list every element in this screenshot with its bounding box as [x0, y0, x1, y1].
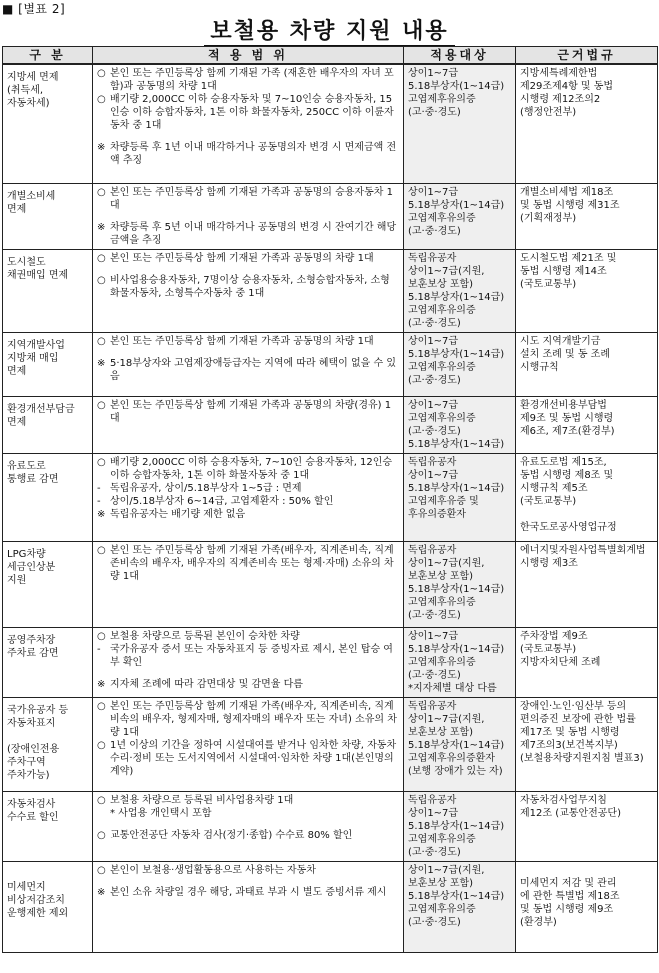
scope-marker: ○ [97, 544, 106, 556]
document-title [0, 14, 659, 45]
target-line: 5.18부상자(1~14급) [408, 739, 505, 751]
target-line: 5.18부상자(1~14급) [408, 890, 505, 902]
row-category [3, 453, 93, 541]
row-scope [93, 249, 404, 332]
table-row [3, 332, 658, 396]
row-target [404, 697, 516, 791]
table-row [3, 791, 658, 861]
row-category [3, 791, 93, 861]
scope-text: 보철용 차량으로 등록된 비사업용차량 1대 [110, 794, 294, 806]
scope-text: * 사업용 개인택시 포함 [110, 807, 212, 819]
target-line: (보행 장애가 있는 자) [408, 765, 503, 777]
category-label: 유료도로 통행료 감면 [7, 460, 59, 485]
target-line: 독립유공자 [408, 252, 457, 264]
scope-item [97, 495, 399, 508]
target-line: 상이1~7급(지원, [408, 713, 485, 725]
scope-text: 본인 또는 주민등록상 함께 기재된 가족(배우자, 직계존비속, 직계비속의 배우자, 형제자매, 형제자매의 배우자 또는 자녀) 소유의 차량 1대 [110, 700, 397, 738]
law-line: 유료도로법 제15조, [520, 456, 607, 468]
law-line: 제7조의3(보건복지부) [520, 739, 618, 751]
row-category [3, 332, 93, 396]
scope-marker: - [97, 495, 101, 507]
scope-marker: ○ [97, 252, 106, 264]
target-line: 후유의증환자 [408, 508, 466, 520]
scope-text: 국가유공자 증서 또는 자동차표지 등 증빙자료 제시, 본인 탑승 여부 확인 [110, 643, 393, 668]
scope-marker: ○ [97, 399, 106, 411]
scope-item [97, 700, 399, 739]
table-row [3, 627, 658, 697]
target-line: 고엽제후유의증 [408, 833, 476, 845]
law-line: (국토교통부) [520, 643, 577, 655]
target-line: 상이1~7급 [408, 399, 459, 411]
scope-item [97, 221, 399, 247]
scope-marker: ○ [97, 274, 106, 286]
scope-text: 본인 또는 주민등록상 함께 기재된 가족과 공동명의 차량 1대 [110, 252, 374, 264]
row-target [404, 627, 516, 697]
law-line: (행정안전부) [520, 107, 577, 118]
scope-marker: ※ [97, 678, 106, 690]
target-line: 상이1~7급 [408, 469, 459, 481]
scope-item [97, 141, 399, 167]
target-line: (고·중·경도) [408, 609, 461, 621]
target-line: 독립유공자 [408, 794, 457, 806]
scope-text: 비사업용승용자동차, 7명이상 승용자동차, 소형승합자동차, 소형화물자동차, 소형특수자동차 중 1대 [110, 274, 390, 299]
row-law [516, 64, 658, 183]
table-row [3, 64, 658, 183]
scope-text: 독립유공자, 상이/5.18부상자 1~5급 : 면제 [110, 482, 302, 494]
target-line: 5.18부상자(1~14급) [408, 199, 505, 211]
scope-item [97, 678, 399, 691]
law-line: 시행령 제3조 [520, 557, 578, 569]
scope-item [97, 886, 399, 899]
row-category [3, 627, 93, 697]
target-line: 5.18부상자(1~14급) [408, 438, 505, 450]
scope-item [97, 630, 399, 643]
law-line: 주차장법 제9조 [520, 630, 588, 642]
target-line: (고·중·경도) [408, 669, 461, 681]
scope-text: 배기량 2,000CC 이하 승용자동차, 7~10인 승용자동차, 12인승 이하 승합자동차, 1톤 이하 화물자동차 중 1대 [110, 456, 393, 481]
law-line: 환경개선비용부담법 [520, 399, 607, 411]
scope-item [97, 643, 399, 669]
category-label: 지역개발사업 지방채 매입 면제 [7, 339, 65, 377]
scope-text: 차량등록 후 5년 이내 매각하거나 공동명의 변경 시 잔여기간 해당금액을 추징 [110, 221, 397, 246]
target-line: 상이1~7급(지원, [408, 265, 485, 277]
category-label: 개별소비세 면제 [7, 190, 56, 215]
category-label: 환경개선부담금 면제 [7, 403, 75, 428]
target-line: 고엽제후유의증 [408, 361, 476, 373]
law-line: (국토교통부) [520, 278, 577, 290]
law-line: 시행규칙 [520, 361, 559, 373]
scope-marker: ○ [97, 700, 106, 712]
law-line: (환경부) [520, 916, 557, 928]
row-scope [93, 64, 404, 183]
row-law [516, 791, 658, 861]
scope-text: 본인 또는 주민등록상 함께 기재된 가족과 공동명의 승용자동차 1대 [110, 186, 393, 211]
scope-text: 본인 또는 주민등록상 함께 기재된 가족 (재혼한 배우자의 자녀 포함)과 공동명의 차량 1대 [110, 68, 394, 92]
scope-item [97, 67, 399, 93]
header-category: 구 분 [3, 47, 93, 65]
table-row [3, 453, 658, 541]
row-target [404, 791, 516, 861]
target-line: 상이1~7급 [408, 807, 459, 819]
document-title-text: 보철용 차량 지원 내용 [204, 19, 454, 47]
scope-text: 본인 또는 주민등록상 함께 기재된 가족과 공동명의 차량(경유) 1대 [110, 399, 392, 424]
target-line: 독립유공자 [408, 700, 457, 712]
law-line: 동법 시행령 제8조 및 [520, 469, 614, 481]
scope-marker [97, 807, 110, 820]
target-line: 상이1~7급 [408, 68, 459, 79]
row-scope [93, 396, 404, 453]
target-line: (고·중·경도) [408, 107, 461, 118]
law-line: (기획재정부) [520, 212, 577, 224]
target-line: 상이1~7급 [408, 186, 459, 198]
row-category [3, 183, 93, 249]
target-line: 고엽제후유의증 [408, 656, 476, 668]
target-line: 상이1~7급(지원, [408, 864, 485, 876]
scope-text: 지자체 조례에 따라 감면대상 및 감면율 다름 [110, 678, 303, 690]
law-line: 장애인·노인·임산부 등의 [520, 700, 627, 712]
row-scope [93, 627, 404, 697]
target-line: 5.18부상자(1~14급) [408, 643, 505, 655]
target-line: 5.18부상자(1~14급) [408, 348, 505, 360]
scope-text: 상이/5.18부상자 6~14급, 고엽제환자 : 50% 할인 [110, 495, 334, 507]
target-line: 5.18부상자(1~14급) [408, 820, 505, 832]
scope-marker: ○ [97, 630, 106, 642]
scope-text: 1년 이상의 기간을 정하여 시설대여를 받거나 임차한 차량, 자동차 수리·정비 또는 도서지역에서 시설대여·임차한 차량 1대(본인명의 계약) [110, 739, 397, 777]
target-line: *지자체별 대상 다름 [408, 682, 497, 694]
scope-marker: ○ [97, 94, 106, 105]
category-label: LPG차량 세금인상분 지원 [7, 548, 56, 586]
row-scope [93, 332, 404, 396]
scope-text: 본인 또는 주민등록상 함께 기재된 가족과 공동명의 차량 1대 [110, 335, 374, 347]
target-line: 보훈보상 포함) [408, 726, 474, 738]
law-line: 제6조, 제7조(환경부) [520, 425, 615, 437]
target-line: 보훈보상 포함) [408, 570, 474, 582]
scope-item [97, 482, 399, 495]
scope-item [97, 544, 399, 583]
scope-item [97, 794, 399, 807]
law-line: 편의증진 보장에 관한 법률 [520, 713, 636, 725]
law-line [520, 508, 653, 521]
target-line: 고엽제후유의증환자 [408, 752, 495, 764]
scope-text: 교통안전공단 자동차 검사(정기·종합) 수수료 80% 할인 [110, 829, 353, 841]
category-label: 자동차검사 수수료 할인 [7, 798, 59, 823]
target-line: 5.18부상자(1~14급) [408, 482, 505, 494]
scope-marker: ○ [97, 829, 106, 841]
scope-text: 본인이 보철용·생업활동용으로 사용하는 자동차 [110, 864, 316, 876]
scope-text: 차량등록 후 1년 이내 매각하거나 공동명의자 변경 시 면제금액 전액 추징 [110, 142, 397, 166]
row-category [3, 249, 93, 332]
target-line: 고엽제후유증 및 [408, 495, 479, 507]
scope-marker: ※ [97, 142, 106, 153]
target-line: 고엽제후유의증 [408, 94, 476, 105]
row-category [3, 697, 93, 791]
row-scope [93, 791, 404, 861]
table-row [3, 697, 658, 791]
scope-marker: - [97, 643, 101, 655]
category-label: 지방세 면제 (취득세, 자동차세) [7, 72, 59, 109]
annex-tag: ■ [별표 2] [2, 2, 66, 16]
row-law [516, 332, 658, 396]
law-line: 시행령 제12조의2 [520, 94, 601, 105]
law-line: 에 관한 특별법 제18조 [520, 890, 620, 902]
target-line: 상이1~7급(지원, [408, 557, 485, 569]
target-line: (고·중·경도) [408, 225, 461, 237]
target-line: 고엽제후유의증 [408, 903, 476, 915]
scope-item [97, 807, 399, 820]
scope-marker: ※ [97, 886, 106, 898]
table-row [3, 861, 658, 952]
row-law [516, 453, 658, 541]
table-row [3, 541, 658, 627]
target-line: 독립유공자 [408, 456, 457, 468]
scope-item [97, 357, 399, 383]
scope-marker: ○ [97, 864, 106, 876]
scope-marker: ○ [97, 794, 106, 806]
support-table [2, 46, 658, 953]
row-law [516, 249, 658, 332]
header-target: 적용대상 [404, 47, 516, 65]
scope-marker: ※ [97, 508, 106, 520]
row-target [404, 249, 516, 332]
target-line: 상이1~7급 [408, 630, 459, 642]
row-target [404, 541, 516, 627]
scope-item [97, 274, 399, 300]
law-line: 및 동법 시행령 제31조 [520, 199, 620, 211]
target-line: (고·중·경도) [408, 425, 461, 437]
scope-text: 본인 또는 주민등록상 함께 기재된 가족(배우자, 직계존비속, 직계존비속의 배우자, 배우자의 직계존비속 또는 형제·자매) 소유의 차량 1대 [110, 544, 394, 582]
row-target [404, 64, 516, 183]
row-law [516, 627, 658, 697]
scope-text: 독립유공자는 배기량 제한 없음 [110, 508, 246, 520]
law-line: 지방세특례제한법 [520, 68, 598, 79]
law-line: 제29조제4항 및 동법 [520, 81, 614, 92]
row-scope [93, 541, 404, 627]
law-line: 시행규칙 제5조 [520, 482, 588, 494]
table-body [3, 64, 658, 952]
scope-marker: ※ [97, 357, 106, 369]
law-line: 시도 지역개발기금 [520, 335, 601, 347]
row-target [404, 396, 516, 453]
row-scope [93, 697, 404, 791]
row-target [404, 183, 516, 249]
scope-marker: ○ [97, 68, 106, 79]
law-line: 미세먼지 저감 및 관리 [520, 877, 617, 889]
law-line: 자동차검사업무지침 [520, 794, 607, 806]
law-line: 개별소비세법 제18조 [520, 186, 614, 198]
scope-marker: ○ [97, 456, 106, 468]
target-line: 상이1~7급 [408, 335, 459, 347]
law-line: (보철용차량지원지침 별표3) [520, 752, 644, 764]
target-line: (고·중·경도) [408, 317, 461, 329]
scope-item [97, 508, 399, 521]
target-line: 5.18부상자(1~14급) [408, 81, 505, 92]
law-line: 제12조 (교통안전공단) [520, 807, 621, 819]
row-scope [93, 861, 404, 952]
target-line: (고·중·경도) [408, 374, 461, 386]
scope-marker: ○ [97, 335, 106, 347]
scope-item [97, 186, 399, 212]
scope-item [97, 252, 399, 265]
scope-item [97, 739, 399, 778]
scope-marker: ※ [97, 221, 106, 233]
law-line: 설치 조례 및 동 조례 [520, 348, 610, 360]
category-label: 국가유공자 등 자동차표지 (장애인전용 주차구역 주차가능) [7, 704, 69, 781]
target-line: (고·중·경도) [408, 846, 461, 858]
scope-marker: - [97, 482, 101, 494]
target-line: 보훈보상 포함) [408, 278, 474, 290]
scope-text: 배기량 2,000CC 이하 승용자동차 및 7~10인승 승용자동차, 15인승 이하 승합자동차, 1톤 이하 화물자동차, 250CC 이하 이륜자동차 중 1대 [110, 94, 394, 131]
header-scope: 적 용 범 위 [93, 47, 404, 65]
row-law [516, 541, 658, 627]
table-header-row [3, 47, 658, 65]
row-category [3, 861, 93, 952]
target-line: 고엽제후유의증 [408, 304, 476, 316]
table-row [3, 249, 658, 332]
law-line: 에너지및자원사업특별회계법 [520, 544, 646, 556]
target-line: 독립유공자 [408, 544, 457, 556]
scope-text: 본인 소유 차량일 경우 해당, 과태료 부과 시 별도 증빙서류 제시 [110, 886, 387, 898]
scope-item [97, 864, 399, 877]
row-category [3, 64, 93, 183]
row-scope [93, 183, 404, 249]
scope-marker: ○ [97, 186, 106, 198]
law-line: 동법 시행령 제14조 [520, 265, 607, 277]
table-row [3, 183, 658, 249]
scope-item [97, 93, 399, 132]
law-line: (국토교통부) [520, 495, 577, 507]
target-line: 고엽제후유의증 [408, 412, 476, 424]
row-target [404, 332, 516, 396]
law-line: 및 동법 시행령 제9조 [520, 903, 614, 915]
law-line: 한국도로공사영업규정 [520, 521, 617, 533]
header-law: 근거법규 [516, 47, 658, 65]
target-line: (고·중·경도) [408, 916, 461, 928]
target-line: 보훈보상 포함) [408, 877, 474, 889]
scope-text: 5·18부상자와 고엽제장애등급자는 지역에 따라 혜택이 없을 수 있음 [110, 357, 397, 382]
law-line: 도시철도법 제21조 및 [520, 252, 617, 264]
row-law [516, 396, 658, 453]
row-category [3, 541, 93, 627]
target-line: 고엽제후유의증 [408, 212, 476, 224]
row-law [516, 183, 658, 249]
scope-item [97, 399, 399, 425]
table-row [3, 396, 658, 453]
category-label: 공영주차장 주차료 감면 [7, 634, 59, 659]
target-line: 5.18부상자(1~14급) [408, 291, 505, 303]
scope-marker: ○ [97, 739, 106, 751]
row-law [516, 861, 658, 952]
category-label: 미세먼지 비상저감조치 운행제한 제외 [7, 881, 69, 919]
scope-text: 보철용 차량으로 등록된 본인이 승차한 차량 [110, 630, 300, 642]
row-category [3, 396, 93, 453]
scope-item [97, 829, 399, 842]
row-target [404, 861, 516, 952]
law-line: 지방자치단체 조례 [520, 656, 601, 668]
target-line: 5.18부상자(1~14급) [408, 583, 505, 595]
category-label: 도시철도 채권매입 면제 [7, 256, 69, 281]
row-target [404, 453, 516, 541]
row-scope [93, 453, 404, 541]
law-line [520, 864, 653, 877]
scope-item [97, 456, 399, 482]
law-line: 제9조 및 동법 시행령 [520, 412, 614, 424]
row-law [516, 697, 658, 791]
target-line: 고엽제후유의증 [408, 596, 476, 608]
law-line: 제17조 및 동법 시행령 [520, 726, 620, 738]
scope-item [97, 335, 399, 348]
